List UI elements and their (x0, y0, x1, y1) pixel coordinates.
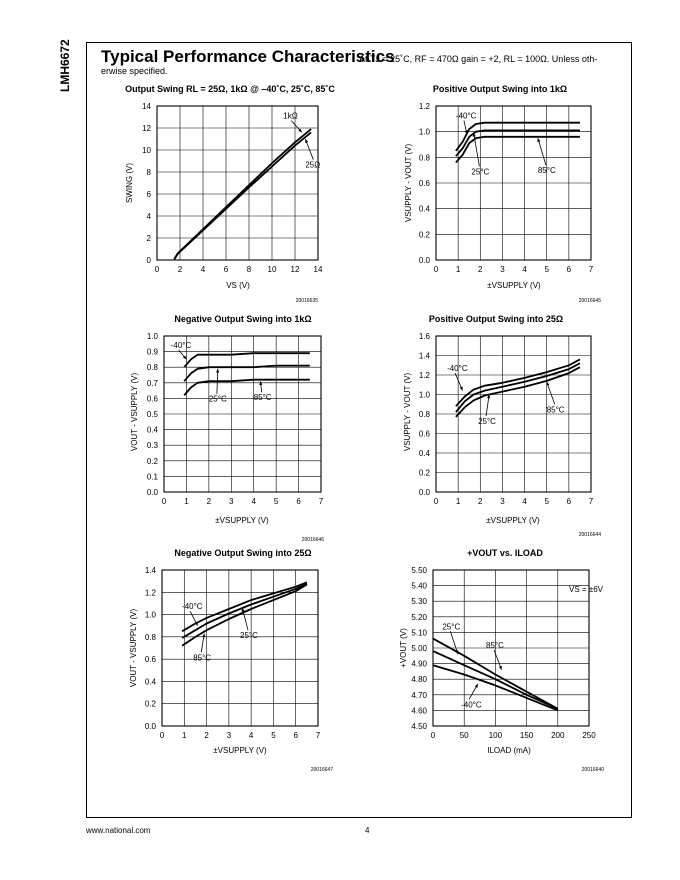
y-tick-label: 1.2 (418, 102, 430, 111)
y-tick-label: 0.3 (146, 441, 158, 451)
plot-frame (157, 106, 321, 260)
y-axis-label: VOUT - VSUPPLY (V) (129, 608, 138, 688)
x-tick-label: 2 (177, 265, 183, 274)
x-tick-label: 1 (455, 497, 461, 506)
y-tick-label: 10 (142, 146, 151, 155)
annotation-label: -40°C (170, 341, 192, 351)
x-tick-label: 3 (500, 497, 505, 506)
part-number: LMH6672 (58, 39, 72, 92)
chart-6 (399, 548, 604, 773)
annotation-arrowhead (547, 382, 550, 386)
y-axis-label: VSUPPLY - VOUT (V) (403, 372, 412, 452)
annotation-leader (538, 138, 546, 165)
x-axis-label: ±VSUPPLY (V) (486, 516, 540, 525)
y-tick-label: 5.30 (411, 597, 427, 607)
x-tick-label: 0 (159, 731, 165, 740)
annotation-label: 85°C (486, 641, 504, 650)
figure-id: 20016635 (295, 298, 318, 304)
y-tick-label: 0.6 (144, 655, 156, 665)
conditions-line-2: erwise specified. (101, 66, 168, 76)
y-tick-label: 0.4 (418, 449, 430, 458)
chart-title: Negative Output Swing into 1kΩ (174, 314, 312, 324)
x-tick-label: 50 (459, 731, 469, 740)
y-tick-label: 0.0 (418, 256, 430, 265)
y-tick-label: 1.2 (144, 588, 156, 598)
annotation-arrowhead (537, 138, 540, 142)
y-tick-label: 4.60 (411, 706, 427, 716)
y-tick-label: 12 (142, 124, 151, 133)
y-tick-label: 0.0 (418, 488, 430, 497)
y-tick-label: 4.80 (411, 675, 427, 685)
x-tick-label: 1 (182, 731, 187, 740)
y-tick-label: 0.6 (418, 179, 430, 188)
annotation-label: 85°C (537, 166, 556, 176)
conditions-line-1: At TJ = 25˚C, RF = 470Ω gain = +2, RL = 100Ω. Unless oth- (359, 54, 598, 64)
annotation-label: 1kΩ (283, 111, 298, 121)
x-tick-label: 150 (519, 731, 534, 740)
x-tick-label: 0 (154, 265, 160, 274)
annotation-label: 25°C (478, 416, 496, 426)
x-tick-label: 200 (551, 731, 565, 740)
annotation-label: -40°C (455, 111, 477, 121)
y-tick-label: 4.70 (411, 690, 427, 700)
annotation-label: 25°C (240, 631, 258, 641)
section-title: Typical Performance Characteristics (101, 47, 395, 66)
x-axis-label: ±VSUPPLY (V) (213, 746, 267, 755)
x-tick-label: 5 (544, 265, 549, 274)
series-line (174, 132, 311, 259)
x-tick-label: 6 (566, 497, 572, 506)
series-line (184, 380, 310, 396)
y-tick-label: 4.90 (411, 659, 427, 669)
y-tick-label: 14 (142, 102, 151, 111)
annotation-label: 85°C (193, 653, 212, 663)
x-tick-label: 3 (229, 497, 234, 506)
y-tick-label: 1.4 (144, 566, 156, 575)
y-tick-label: 5.10 (411, 628, 427, 638)
x-tick-label: 12 (290, 265, 300, 274)
page-number: 4 (365, 826, 370, 835)
x-tick-label: 0 (430, 731, 436, 740)
x-tick-label: 250 (582, 731, 596, 740)
y-tick-label: 0.8 (418, 410, 430, 419)
annotation-arrowhead (305, 139, 308, 143)
annotation-label: 25°C (471, 167, 490, 177)
y-tick-label: 0.2 (146, 456, 158, 466)
footer-url[interactable]: www.national.com (86, 826, 151, 835)
plot-frame (162, 570, 318, 726)
y-tick-label: 5.40 (411, 581, 427, 591)
y-tick-label: 0.0 (144, 722, 156, 731)
x-tick-label: 0 (433, 497, 439, 506)
y-tick-label: 1.0 (418, 390, 430, 400)
y-tick-label: 0.4 (146, 425, 158, 435)
annotation-label: -40°C (447, 364, 468, 374)
x-tick-label: 0 (433, 265, 439, 274)
x-tick-label: 7 (318, 497, 324, 506)
y-tick-label: 5.00 (411, 644, 427, 653)
y-tick-label: 1.2 (418, 371, 430, 380)
x-tick-label: 4 (522, 265, 527, 274)
y-tick-label: 6 (146, 190, 151, 199)
x-tick-label: 1 (455, 265, 461, 274)
x-tick-label: 7 (588, 497, 594, 506)
y-tick-label: 0.4 (418, 204, 430, 214)
annotation-arrowhead (460, 387, 463, 391)
series-line (456, 137, 580, 163)
chart-3 (130, 314, 324, 543)
y-tick-label: 0.4 (144, 677, 156, 687)
annotation-leader (217, 369, 218, 394)
y-tick-label: 0.6 (146, 394, 158, 404)
chart-title: Positive Output Swing into 1kΩ (432, 84, 568, 94)
x-tick-label: 6 (296, 497, 301, 506)
chart-title: Output Swing RL = 25Ω, 1kΩ @ –40˚C, 25˚C, 85˚C (125, 84, 335, 94)
y-axis-label: SWING (V) (125, 163, 134, 203)
annotation-label: -40°C (182, 602, 203, 612)
y-tick-label: 8 (146, 168, 151, 177)
x-tick-label: 0 (161, 497, 167, 506)
annotation-label: 25°C (208, 394, 227, 404)
x-tick-label: 6 (223, 265, 229, 274)
figure-id: 20016640 (581, 767, 604, 773)
y-tick-label: 0.5 (146, 410, 158, 419)
x-tick-label: 7 (315, 731, 321, 740)
x-tick-label: 5 (271, 731, 276, 740)
y-tick-label: 0.1 (146, 472, 158, 482)
annotation-label: 85°C (253, 393, 272, 403)
y-tick-label: 4.50 (411, 722, 427, 731)
y-tick-label: 0.2 (418, 468, 430, 478)
y-tick-label: 5.50 (411, 566, 427, 575)
chart-2 (404, 84, 601, 304)
x-tick-label: 2 (478, 265, 483, 274)
y-axis-label: +VOUT (V) (399, 628, 408, 668)
chart-title: Negative Output Swing into 25Ω (174, 548, 312, 558)
x-tick-label: 1 (184, 497, 189, 506)
y-tick-label: 0.2 (144, 699, 156, 709)
chart-4 (403, 314, 601, 538)
x-tick-label: 10 (267, 265, 277, 274)
x-axis-label: ±VSUPPLY (V) (215, 516, 269, 525)
annotation-arrowhead (216, 369, 219, 373)
x-tick-label: 5 (544, 497, 549, 506)
x-tick-label: 2 (478, 497, 483, 506)
y-tick-label: 0.8 (144, 632, 156, 642)
x-tick-label: 3 (500, 265, 505, 274)
y-tick-label: 0.8 (418, 153, 430, 163)
x-axis-label: ±VSUPPLY (V) (487, 281, 541, 290)
annotation-label: 25Ω (305, 160, 321, 170)
x-tick-label: 2 (204, 731, 209, 740)
y-tick-label: 1.0 (418, 127, 430, 137)
annotation-label: VS = ±6V (569, 584, 604, 594)
x-tick-label: 4 (248, 731, 254, 740)
y-tick-label: 0.0 (146, 488, 158, 497)
x-tick-label: 100 (488, 731, 503, 740)
y-tick-label: 1.6 (418, 332, 430, 341)
chart-title: Positive Output Swing into 25Ω (428, 314, 564, 324)
x-tick-label: 7 (588, 265, 594, 274)
x-tick-label: 6 (566, 265, 572, 274)
y-tick-label: 0.2 (418, 230, 430, 240)
y-tick-label: 5.20 (411, 612, 427, 622)
y-tick-label: 1.0 (146, 332, 158, 341)
y-tick-label: 0.7 (146, 378, 158, 388)
figure-id: 20016646 (301, 537, 324, 543)
x-tick-label: 14 (313, 265, 323, 274)
y-tick-label: 4 (146, 212, 151, 221)
y-tick-label: 1.4 (418, 351, 430, 361)
figure-id: 20016644 (578, 532, 601, 538)
y-axis-label: VSUPPLY - VOUT (V) (404, 143, 413, 223)
x-tick-label: 4 (200, 265, 206, 274)
series-line (456, 130, 580, 156)
y-tick-label: 0 (146, 256, 151, 265)
x-tick-label: 8 (246, 265, 252, 274)
x-axis-label: ILOAD (mA) (487, 746, 531, 755)
annotation-label: 25°C (442, 622, 461, 632)
chart-1 (125, 84, 335, 304)
x-tick-label: 2 (206, 497, 212, 506)
chart-title: +VOUT vs. ILOAD (467, 548, 543, 558)
annotation-label: 85°C (546, 405, 565, 415)
x-tick-label: 5 (273, 497, 279, 506)
y-tick-label: 0.8 (146, 363, 158, 373)
y-axis-label: VOUT - VSUPPLY (V) (130, 372, 139, 452)
figure-id: 20016645 (578, 298, 601, 304)
x-tick-label: 4 (251, 497, 256, 506)
x-tick-label: 4 (522, 497, 527, 506)
x-tick-label: 3 (226, 731, 232, 740)
y-tick-label: 0.6 (418, 429, 430, 439)
chart-5 (129, 548, 333, 773)
y-tick-label: 0.9 (146, 347, 158, 357)
x-tick-label: 6 (293, 731, 298, 740)
annotation-arrowhead (202, 634, 205, 638)
figure-id: 20016647 (310, 767, 333, 773)
y-tick-label: 1.0 (144, 610, 156, 620)
y-tick-label: 2 (146, 234, 151, 243)
x-axis-label: VS (V) (226, 281, 250, 290)
annotation-label: -40°C (461, 700, 482, 710)
